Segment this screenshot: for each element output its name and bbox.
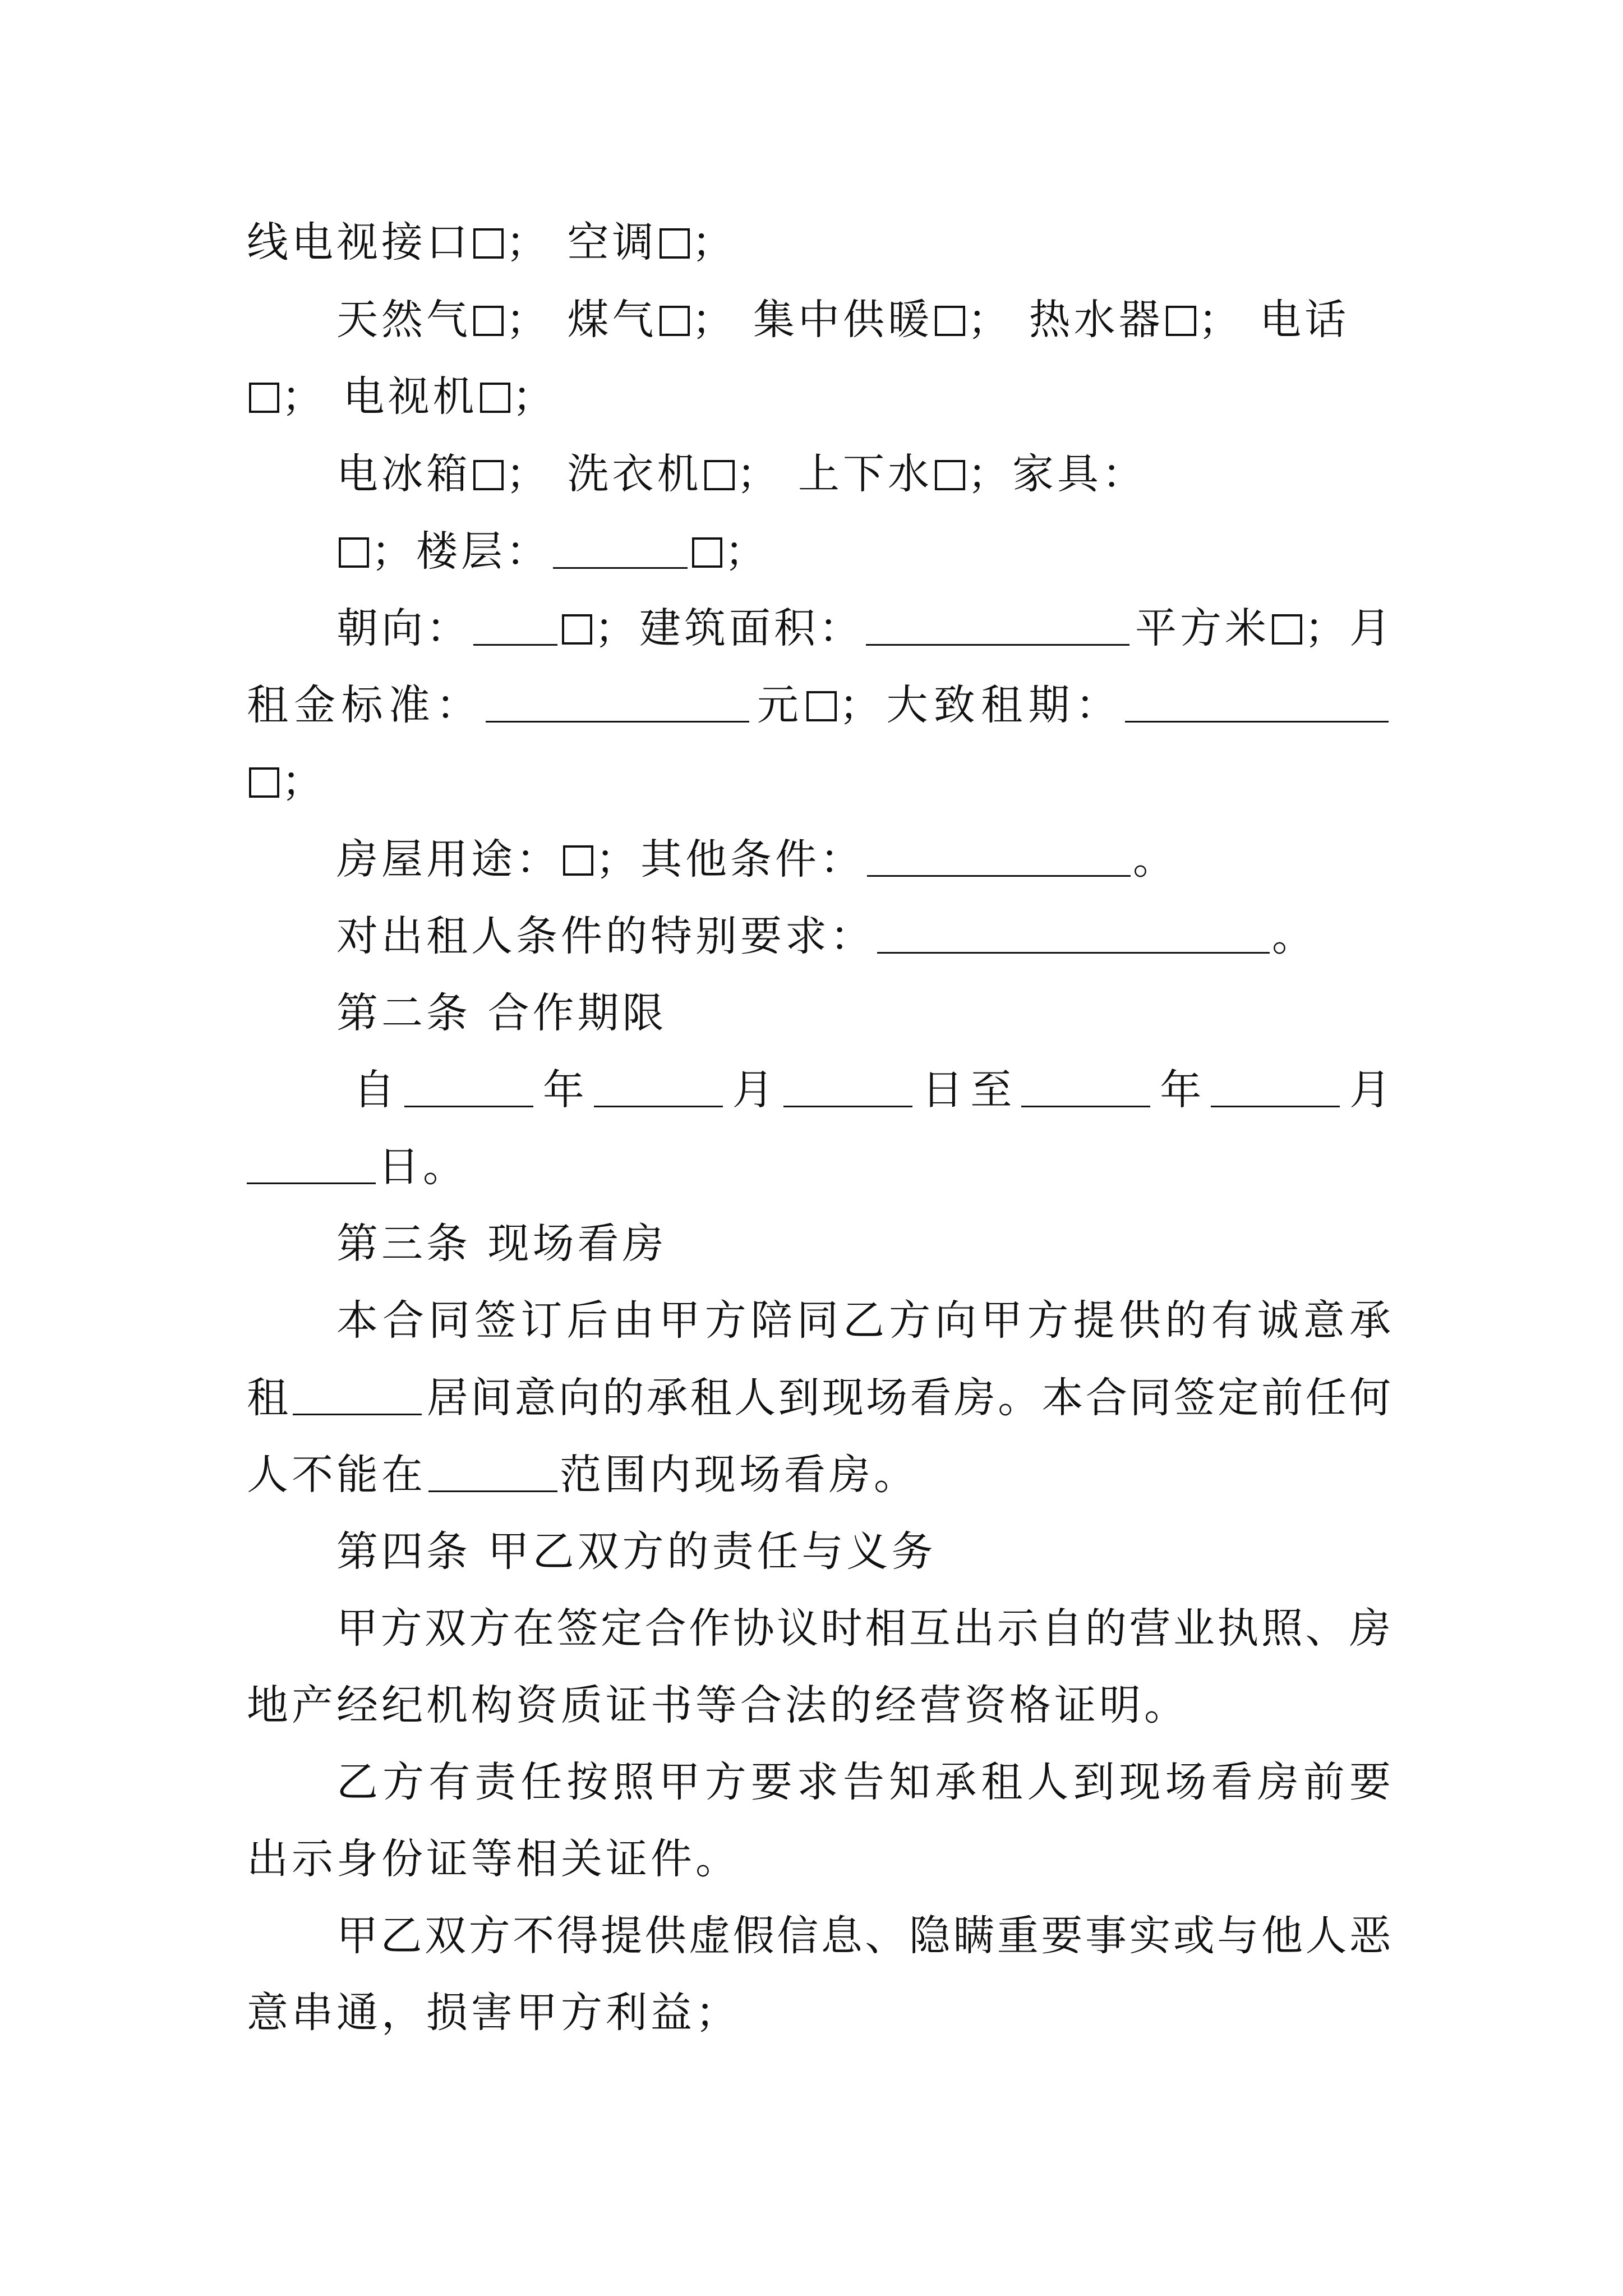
- cooperation-period-line: [353, 1053, 1391, 1126]
- article-4-heading: 第四条 甲乙双方的责任与义务: [336, 1527, 937, 1576]
- building-area-blank[interactable]: [866, 610, 1129, 646]
- checkbox-lease-term[interactable]: [249, 767, 279, 798]
- viewing-paragraph-line-3: [247, 1438, 1391, 1511]
- checkbox-rent[interactable]: [806, 691, 837, 721]
- other-conditions-blank[interactable]: [867, 841, 1131, 877]
- text-no-one-can: 人不能在: [247, 1451, 426, 1499]
- rent-blank[interactable]: [486, 687, 749, 723]
- utility-line-2: [336, 283, 1391, 356]
- text-square-meters: 平方米: [1132, 604, 1270, 652]
- text-house-purpose: 房屋用途：: [336, 835, 561, 884]
- duty-paragraph-2-line-1: 乙方有责任按照甲方要求告知承租人到现场看房前要: [336, 1758, 1391, 1806]
- intent-blank[interactable]: [293, 1380, 422, 1415]
- text-rent: 租: [247, 1374, 291, 1422]
- start-month-blank[interactable]: [594, 1072, 723, 1107]
- text-coal-gas: ； 煤气: [506, 296, 657, 344]
- text-refrigerator: 电冰箱: [336, 450, 471, 498]
- text-furniture: ；家具：: [967, 450, 1147, 498]
- checkbox-tv-set[interactable]: [480, 383, 510, 413]
- text-yuan: 元: [751, 681, 805, 729]
- floor-blank[interactable]: [553, 533, 688, 569]
- text-central-heating: ； 集中供暖: [691, 296, 933, 344]
- text-month: 月: [725, 1066, 781, 1114]
- text-semicolon: ；: [512, 372, 557, 421]
- checkbox-washing-machine[interactable]: [704, 460, 735, 490]
- text-day-to: 日至: [914, 1066, 1020, 1114]
- floor-line: [336, 515, 1391, 588]
- utility-line-3: [247, 360, 1391, 433]
- start-day-blank[interactable]: [783, 1072, 912, 1107]
- text-tv-set: ； 电视机: [282, 372, 478, 421]
- text-telephone: ； 电话: [1198, 296, 1350, 344]
- text-day-period: 日。: [378, 1143, 468, 1191]
- text-washing-machine: ； 洗衣机: [506, 450, 702, 498]
- duty-paragraph-1-line-1: 甲方双方在签定合作协议时相互出示自的营业执照、房: [336, 1604, 1391, 1653]
- orientation-blank[interactable]: [473, 610, 557, 646]
- special-requirements-line: [336, 900, 1391, 973]
- rent-line: [247, 669, 1391, 742]
- checkbox-cable-tv[interactable]: [473, 228, 504, 259]
- duty-paragraph-3-line-2: 意串通，损害甲方利益；: [247, 1989, 740, 2037]
- lease-term-blank[interactable]: [1125, 687, 1389, 723]
- article-2-heading: 第二条 合作期限: [336, 989, 667, 1037]
- special-requirements-blank[interactable]: [877, 918, 1270, 954]
- checkbox-central-heating[interactable]: [935, 306, 965, 336]
- text-semicolon: ；: [691, 218, 737, 266]
- text-month: 月: [1342, 1066, 1391, 1114]
- text-lease-term: ；大致租期：: [839, 681, 1123, 729]
- checkbox-coal-gas[interactable]: [660, 306, 690, 336]
- text-month-start: ；月: [1304, 604, 1391, 652]
- checkbox-water-heater[interactable]: [1166, 306, 1196, 336]
- end-month-blank[interactable]: [1211, 1072, 1340, 1107]
- text-rent-standard: 租金标准：: [247, 681, 483, 729]
- duty-paragraph-3-line-1: 甲乙双方不得提供虚假信息、隐瞒重要事实或与他人恶: [336, 1912, 1391, 1960]
- text-semicolon: ；: [725, 527, 769, 576]
- text-orientation: 朝向：: [336, 604, 471, 652]
- checkbox-refrigerator[interactable]: [473, 460, 504, 490]
- text-special-requirements: 对出租人条件的特别要求：: [336, 912, 875, 960]
- checkbox-telephone[interactable]: [249, 383, 279, 413]
- text-water-supply: ； 上下水: [736, 450, 933, 498]
- viewing-paragraph-line-2: [247, 1361, 1391, 1434]
- duty-paragraph-2-line-2: 出示身份证等相关证件。: [247, 1835, 740, 1883]
- text-period: 。: [1272, 912, 1317, 960]
- utility-line-1: [247, 206, 1391, 279]
- checkbox-area[interactable]: [1272, 614, 1302, 645]
- checkbox-water-supply[interactable]: [935, 460, 965, 490]
- text-building-area: ；建筑面积：: [594, 604, 864, 652]
- text-scope-viewing: 范围内现场看房。: [560, 1451, 919, 1499]
- text-water-heater: ； 热水器: [967, 296, 1164, 344]
- checkbox-floor[interactable]: [692, 537, 722, 568]
- end-day-line: [247, 1130, 1391, 1203]
- text-cable-tv: 线电视接口: [247, 218, 471, 266]
- start-year-blank[interactable]: [404, 1072, 533, 1107]
- orientation-line: [336, 592, 1391, 665]
- checkbox-natural-gas[interactable]: [473, 306, 504, 336]
- text-air-conditioner: ； 空调: [506, 218, 657, 266]
- utility-line-4: [336, 438, 1391, 510]
- text-semicolon: ；: [282, 757, 326, 806]
- text-intent-viewing: 居间意向的承租人到现场看房。本合同签定前任何: [424, 1374, 1391, 1422]
- text-year: 年: [535, 1066, 592, 1114]
- checkbox-house-purpose[interactable]: [563, 845, 593, 876]
- viewing-paragraph-line-1: 本合同签订后由甲方陪同乙方向甲方提供的有诚意承: [336, 1296, 1391, 1345]
- text-other-conditions: ；其他条件：: [596, 835, 865, 884]
- lease-term-line: [247, 745, 1391, 818]
- article-3-heading: 第三条 现场看房: [336, 1220, 667, 1268]
- end-day-blank[interactable]: [247, 1149, 376, 1184]
- end-year-blank[interactable]: [1021, 1072, 1150, 1107]
- text-floor: ；楼层：: [371, 527, 551, 576]
- text-period: 。: [1133, 835, 1178, 884]
- text-natural-gas: 天然气: [336, 296, 471, 344]
- text-from: 自: [353, 1066, 402, 1114]
- checkbox-orientation[interactable]: [562, 614, 592, 645]
- checkbox-air-conditioner[interactable]: [660, 228, 690, 259]
- checkbox-furniture[interactable]: [339, 537, 369, 568]
- scope-blank[interactable]: [428, 1457, 557, 1492]
- duty-paragraph-1-line-2: 地产经纪机构资质证书等合法的经营资格证明。: [247, 1681, 1189, 1729]
- purpose-line: [336, 823, 1391, 896]
- text-year: 年: [1152, 1066, 1209, 1114]
